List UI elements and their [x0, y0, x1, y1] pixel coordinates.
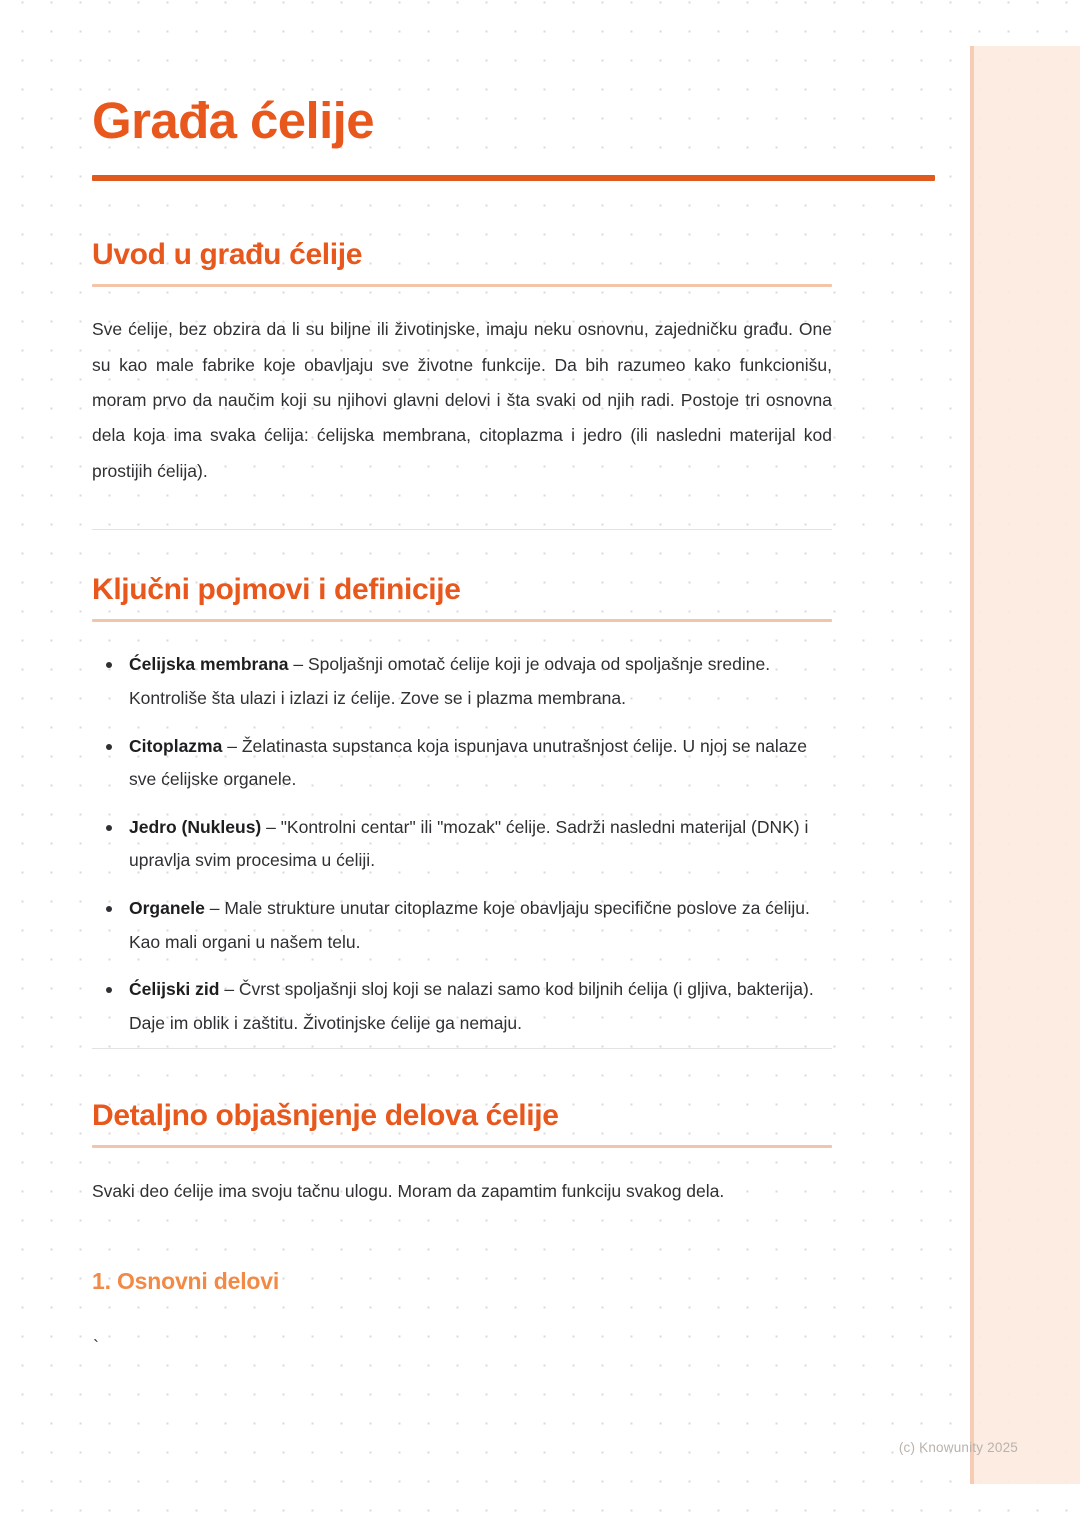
section-heading-rule [92, 619, 832, 622]
term-label: Citoplazma [129, 735, 223, 756]
term-definition: – "Kontrolni centar" ili "mozak" ćelije. Sadrži nasledni materijal (DNK) i upravlja svim procesima u ćeliji. [129, 816, 809, 871]
section-divider-1 [92, 529, 832, 530]
section-uvod [92, 237, 832, 489]
section-paragraph-detaljno: Svaki deo ćelije ima svoju tačnu ulogu. Moram da zapamtim funkciju svakog dela. [92, 1181, 725, 1202]
section-pojmovi [92, 572, 832, 1040]
section-heading-rule [92, 284, 832, 287]
section-detaljno [92, 1098, 832, 1295]
term-label: Ćelijska membrana [129, 654, 289, 675]
section-paragraph-uvod: Sve ćelije, bez obzira da li su biljne ili životinjske, imaju neku osnovnu, zajedničku građu. One su kao male fabrike koje obavljaju sve životne funkcije. Da bih razumeo kako funkcionišu, moram prvo da naučim koji su njihovi glavni delovi i šta svaki od njih radi. Postoje tri osnovna dela koja ima svaka ćelija: ćelijska membrana, citoplazma i jedro (ili nasledni materijal kod prostijih ćelija). [92, 319, 832, 481]
term-label: Ćelijski zid [129, 979, 220, 1000]
right-margin-strip [970, 46, 1080, 1484]
list-item [92, 730, 832, 797]
term-label: Jedro (Nukleus) [129, 816, 262, 837]
title-underline-rule [92, 175, 935, 181]
subheading-osnovni-delovi: 1. Osnovni delovi [92, 1267, 280, 1294]
list-item [92, 648, 832, 715]
term-definition: – Čvrst spoljašnji sloj koji se nalazi samo kod biljnih ćelija (i gljiva, bakterija). Daje im oblik i zaštitu. Životinjske ćelije ga nemaju. [129, 979, 814, 1033]
section-heading-pojmovi: Ključni pojmovi i definicije [92, 573, 461, 606]
term-definition: – Spoljašnji omotač ćelije koji je odvaja od spoljašnje sredine. Kontroliše šta ulazi i izlazi iz ćelije. Zove se i plazma membrana. [129, 654, 771, 708]
section-heading-detaljno: Detaljno objašnjenje delova ćelije [92, 1099, 559, 1132]
term-definition: – Male strukture unutar citoplazme koje obavljaju specifične poslove za ćeliju. Kao mali organi u našem telu. [129, 897, 810, 952]
stray-backtick-mark: ` [93, 1337, 99, 1357]
list-item [92, 892, 832, 959]
section-heading-uvod: Uvod u građu ćelije [92, 238, 363, 271]
term-label: Organele [129, 897, 205, 918]
list-item [92, 811, 832, 878]
key-terms-list [92, 648, 832, 1040]
page-title: Građa ćelije [92, 92, 374, 149]
right-margin-strip-edge [970, 46, 974, 1484]
section-heading-rule [92, 1145, 832, 1148]
section-divider-2 [92, 1048, 832, 1049]
footer-copyright: (c) Knowunity 2025 [898, 1440, 1018, 1455]
list-item [92, 973, 832, 1040]
term-definition: – Želatinasta supstanca koja ispunjava unutrašnjost ćelije. U njoj se nalaze sve ćelijske organele. [129, 735, 808, 790]
